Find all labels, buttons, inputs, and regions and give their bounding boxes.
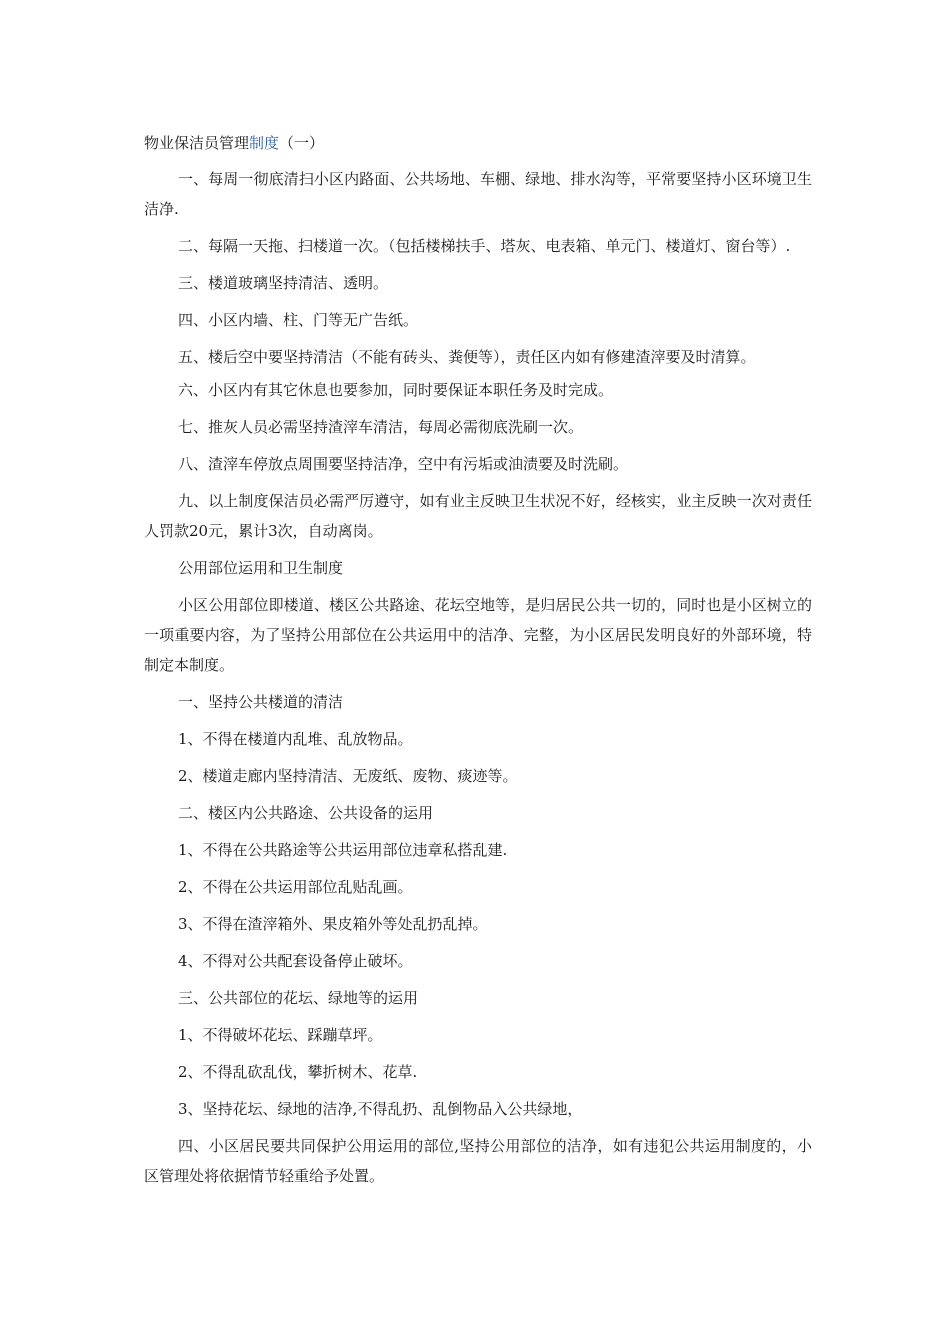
paragraph: 八、渣滓车停放点周围要坚持洁净，空中有污垢或油渍要及时洗刷。 (178, 455, 629, 473)
list-item: 2、楼道走廊内坚持清洁、无废纸、废物、痰迹等。 (178, 767, 518, 785)
list-item: 3、不得在渣滓箱外、果皮箱外等处乱扔乱掉。 (178, 915, 488, 933)
paragraph: 一、每周一彻底清扫小区内路面、公共场地、车棚、绿地、排水沟等，平常要坚持小区环境卫生洁净. (144, 170, 812, 218)
paragraph: 四、小区内墙、柱、门等无广告纸。 (178, 311, 419, 329)
title-link[interactable]: 制度 (249, 134, 280, 152)
paragraph: 三、楼道玻璃坚持清洁、透明。 (178, 274, 389, 292)
paragraph: 小区公用部位即楼道、楼区公共路途、花坛空地等，是归居民公共一切的，同时也是小区树立的一项重要内容，为了坚持公用部位在公共运用中的洁净、完整，为小区居民发明良好的外部环境，特制定本制度。 (144, 596, 812, 674)
title-suffix: （一） (279, 134, 325, 152)
subheading: 三、公共部位的花坛、绿地等的运用 (178, 989, 419, 1007)
document-title (144, 128, 812, 158)
list-item: 1、不得在楼道内乱堆、乱放物品。 (178, 730, 413, 748)
list-item: 2、不得乱砍乱伐，攀折树木、花草. (178, 1063, 418, 1081)
subheading: 二、楼区内公共路途、公共设备的运用 (178, 804, 434, 822)
paragraph: 四、小区居民要共同保护公用运用的部位,坚持公用部位的洁净，如有违犯公共运用制度的，小区管理处将依据情节轻重给予处置。 (144, 1137, 812, 1185)
section-heading: 公用部位运用和卫生制度 (178, 559, 344, 577)
paragraph: 二、每隔一天拖、扫楼道一次。（包括楼梯扶手、塔灰、电表箱、单元门、楼道灯、窗台等）. (178, 237, 791, 255)
list-item: 4、不得对公共配套设备停止破坏。 (178, 952, 413, 970)
document-body (144, 128, 812, 1198)
subheading: 一、坚持公共楼道的清洁 (178, 693, 344, 711)
list-item: 1、不得破坏花坛、踩蹦草坪。 (178, 1026, 383, 1044)
list-item: 3、坚持花坛、绿地的洁净,不得乱扔、乱倒物品入公共绿地， (178, 1100, 583, 1118)
paragraph: 六、小区内有其它休息也要参加，同时要保证本职任务及时完成。 (178, 381, 614, 399)
list-item: 2、不得在公共运用部位乱贴乱画。 (178, 878, 413, 896)
title-prefix: 物业保洁员管理 (144, 134, 250, 152)
paragraph: 五、楼后空中要坚持清洁（不能有砖头、粪便等），责任区内如有修建渣滓要及时清算。 (178, 348, 756, 366)
paragraph: 七、推灰人员必需坚持渣滓车清洁，每周必需彻底洗刷一次。 (178, 418, 584, 436)
list-item: 1、不得在公共路途等公共运用部位违章私搭乱建. (178, 841, 508, 859)
paragraph: 九、以上制度保洁员必需严厉遵守，如有业主反映卫生状况不好，经核实，业主反映一次对责任人罚款20元，累计3次，自动离岗。 (144, 492, 812, 540)
